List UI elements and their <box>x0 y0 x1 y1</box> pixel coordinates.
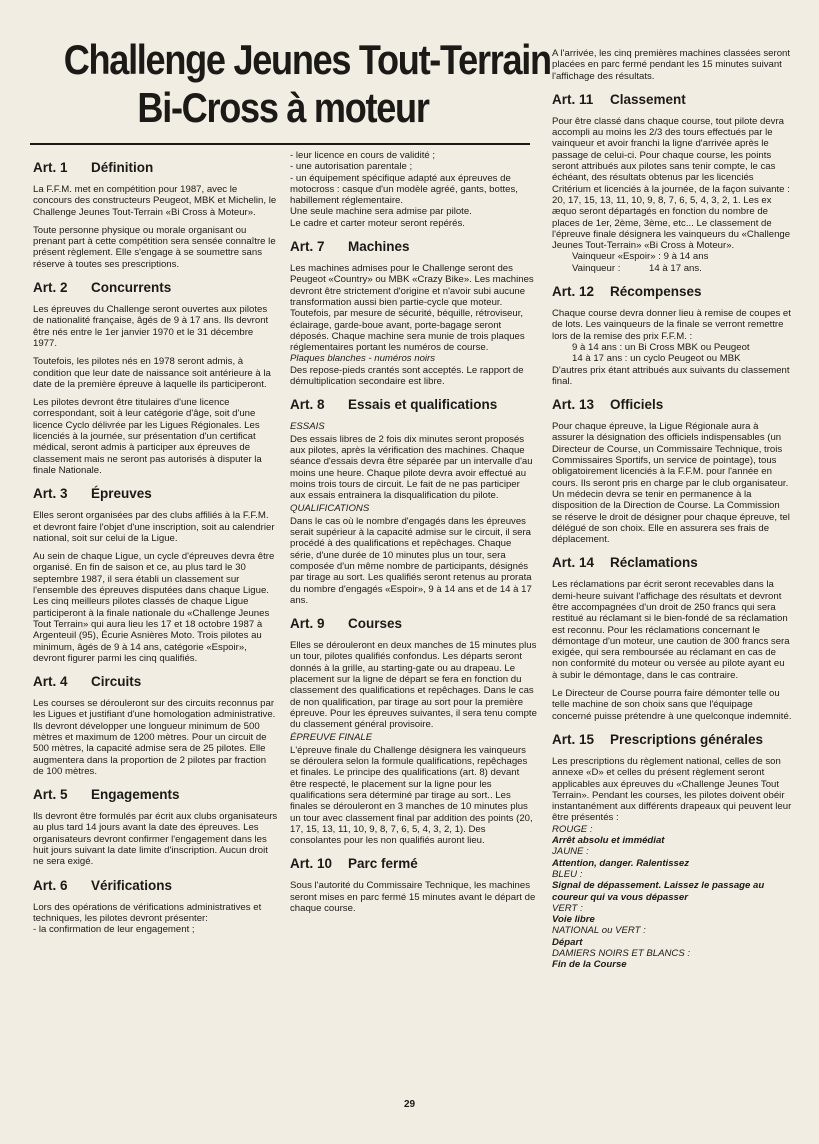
paragraph: Elles seront organisées par des clubs affiliés à la F.F.M. et devront faire l'objet d'une inscription, soit au calendrier national, soit sur celui de la Ligue. <box>33 510 275 544</box>
list-item: - une autorisation parentale ; <box>290 161 413 173</box>
article-number: Art. 7 <box>290 239 325 255</box>
article-name: Vérifications <box>91 877 173 893</box>
flag-meaning: Arrêt absolu et immédiat <box>552 835 665 847</box>
article-number: Art. 2 <box>33 280 68 296</box>
title-line-1: Challenge Jeunes Tout-Terrain <box>63 36 551 83</box>
article-number: Art. 13 <box>552 397 595 413</box>
flag-meaning: Voie libre <box>552 914 595 926</box>
paragraph: Pour être classé dans chaque course, tout pilote devra accompli au moins les 2/3 des tours effectués par le vainqueur et avoir franchi la ligne d'arrivée après le passage de celui-ci. Pour chaque course, les points seront attribués aux pilotes sans tenir compte, le cas échéant, des résultats obtenus par les licenciés Critérium et licenciés à la journée, de la façon suivante : 20, 17, 15, 13, 11, 10, 9, 8, 7, 6, 5, 4, 3, 2, 1. Les ex æquo seront départagés en fonction du nombre de places de 1er, 2ème, 3ème, etc... Le classement de l'épreuve finale désignera les vainqueurs du «Challenge Jeunes Tout-Terrain» «Bi Cross à Moteur». <box>552 115 791 252</box>
article-name: Épreuves <box>91 486 152 502</box>
article-number: Art. 3 <box>33 486 68 502</box>
article-12 <box>552 284 792 387</box>
list-item: Le cadre et carter moteur seront repérés. <box>290 217 465 229</box>
article-number: Art. 8 <box>290 397 325 413</box>
article-4 <box>33 674 278 777</box>
article-1 <box>33 160 278 270</box>
article-name: Parc fermé <box>348 856 418 872</box>
list-item: - un équipement spécifique adapté aux épreuves de motocross : casque d'un modèle agréé, gants, bottes, habillement réglementaire. <box>290 172 518 207</box>
flag-meaning: Fin de la Course <box>552 959 627 971</box>
article-name: Courses <box>348 616 403 632</box>
article-name: Circuits <box>91 674 142 690</box>
subheading: ÉPREUVE FINALE <box>290 732 373 744</box>
article-name: Classement <box>610 91 686 107</box>
title-rule <box>30 143 530 145</box>
article-11 <box>552 92 792 274</box>
paragraph: Toutefois, les pilotes nés en 1978 seront admis, à condition que leur date de naissance soit antérieure à la date de la première épreuve à laquelle ils participeront. <box>33 356 271 390</box>
page-number: 29 <box>403 1099 416 1110</box>
list-item: - leur licence en cours de validité ; <box>290 150 436 161</box>
article-name: Essais et qualifications <box>348 397 498 413</box>
flag-meaning: Signal de dépassement. Laissez le passage au coureur qui va vous dépasser <box>552 880 765 903</box>
article-10-continued: A l'arrivée, les cinq premières machines classées seront placées en parc fermé pendant les 15 minutes suivant l'affichage des résultats. <box>552 48 791 82</box>
paragraph: Toute personne physique ou morale organisant ou prenant part à cette compétition sera sensée connaître le présent règlement. Elle s'engage à se soumettre sans réserve à toutes ses prescriptions. <box>33 224 276 270</box>
column-2 <box>290 150 537 921</box>
article-number: Art. 9 <box>290 616 325 632</box>
winners-list <box>552 251 792 274</box>
article-heading <box>552 284 792 300</box>
article-5 <box>33 787 278 867</box>
paragraph: D'autres prix étant attribués aux suivants du classement final. <box>552 364 790 387</box>
paragraph: Dans le cas où le nombre d'engagés dans les épreuves serait supérieur à la capacité admise sur le circuit, il sera procédé à des qualifications et repêchages. Chaque série, d'une durée de 10 minutes plus un tour, sera composée d'un même nombre de participants, désignés par tirage au sort. Les qualifiés seront retenus au prorata du nombre d'engagés «Espoir», 9 à 14 ans et de 14 à 17 ans. <box>290 515 532 606</box>
article-heading <box>33 486 278 502</box>
list-item: 14 à 17 ans : un cyclo Peugeot ou MBK <box>572 353 741 365</box>
article-number: Art. 10 <box>290 856 333 872</box>
flag-name: JAUNE : <box>552 846 589 858</box>
article-heading <box>33 787 278 803</box>
paragraph: Pour chaque épreuve, la Ligue Régionale aura à assurer la désignation des officiels indispensables (un Directeur de Course, un Commissaire Technique, trois Commissaires Sportifs, un service de pointage), tous obligatoirement licenciés à la F.F.M. pour l'année en cours. Ils seront pris en charge par le club organisateur. Un médecin devra se tenir en permanence à la disposition de la Direction de Course. La Commission se réserve le droit de désigner pour chaque épreuve, tel délégué de son choix. Elle en assurera ses frais de déplacement. <box>552 421 790 546</box>
winner-row <box>572 251 792 262</box>
title-line-2: Bi-Cross à moteur <box>137 84 429 131</box>
paragraph: Sous l'autorité du Commissaire Technique, les machines seront mises en parc fermé 15 minutes avant le départ de chaque course. <box>290 880 536 915</box>
paragraph: Les prescriptions du règlement national, celles de son annexe «D» et celles du présent règlement seront applicables aux épreuves du «Challenge Jeunes Tout Terrain». Pendant les courses, les pilotes doivent obéir instantanément aux différents drapeaux qui peuvent leur être présentés : <box>552 755 792 824</box>
article-heading <box>552 732 792 748</box>
winner-age: 14 à 17 ans. <box>649 262 702 274</box>
article-name: Concurrents <box>91 280 172 296</box>
paragraph: Lors des opérations de vérifications administratives et techniques, les pilotes devront présenter: <box>33 901 262 924</box>
paragraph: Les épreuves du Challenge seront ouvertes aux pilotes de nationalité française, âgés de 9 à 17 ans. Ils devront être nés entre le 1er janvier 1970 et le 31 décembre 1977. <box>33 304 269 349</box>
paragraph: Des repose-pieds crantés sont acceptés. Le rapport de démultiplication secondaire est libre. <box>290 364 524 388</box>
paragraph: Chaque course devra donner lieu à remise de coupes et de lots. Les vainqueurs de la finale se verront remettre lors de la remise des prix F.F.M. : <box>552 308 791 342</box>
flag-name: BLEU : <box>552 868 583 880</box>
article-7 <box>290 239 537 387</box>
article-9 <box>290 616 537 846</box>
list-item: - la confirmation de leur engagement ; <box>33 924 195 936</box>
paragraph: Elles se dérouleront en deux manches de 15 minutes plus un tour, pilotes qualifiés confondus. Les départs seront donnés à la grille, au starting-gate ou au drapeau. Le placement sur la ligne de départ se fera en fonction du classement des qualifications et repêchages. Dans le cas de non qualification, par tirage au sort pour la première épreuve. Pour les épreuves suivantes, il sera tenu compte du classement général provisoire. <box>290 640 537 731</box>
article-10 <box>290 856 537 914</box>
article-heading <box>552 555 792 571</box>
article-heading <box>290 397 537 413</box>
article-number: Art. 11 <box>552 91 594 107</box>
article-heading <box>33 674 278 690</box>
article-number: Art. 4 <box>33 674 68 690</box>
article-13 <box>552 397 792 545</box>
page-title <box>63 36 551 132</box>
column-3 <box>552 48 792 971</box>
article-number: Art. 14 <box>552 555 595 571</box>
flags-list <box>552 824 792 971</box>
article-number: Art. 6 <box>33 877 68 893</box>
article-6-continued <box>290 150 537 229</box>
list-item: 9 à 14 ans : un Bi Cross MBK ou Peugeot <box>572 341 750 353</box>
article-number: Art. 12 <box>552 284 595 300</box>
article-8 <box>290 397 537 606</box>
article-name: Prescriptions générales <box>610 731 764 747</box>
winner-label: Vainqueur : <box>572 262 621 274</box>
flag-meaning: Attention, danger. Ralentissez <box>552 857 690 869</box>
flag-name: NATIONAL ou VERT : <box>552 925 646 937</box>
article-name: Récompenses <box>610 284 702 300</box>
article-name: Officiels <box>610 397 664 413</box>
flag-name: VERT : <box>552 902 583 914</box>
article-3 <box>33 486 278 664</box>
prizes-list <box>552 342 792 365</box>
article-name: Réclamations <box>610 555 698 571</box>
paragraph: Les machines admises pour le Challenge seront des Peugeot «Country» ou MBK «Crazy Bike». Les machines devront être strictement d'origine et n'avoir subi aucune transformation aussi bien partie-cycle que moteur. Toutefois, par mesure de sécurité, béquille, rétroviseur, éclairage, garde-boue avant, porte-bagage seront déposés. Chaque machine sera munie de trois plaques réglementaires portant les numéros de course. <box>290 263 534 354</box>
winner-label: Vainqueur «Espoir» : <box>572 251 661 263</box>
article-heading <box>290 239 537 255</box>
flag-name: DAMIERS NOIRS ET BLANCS : <box>552 948 691 959</box>
winner-age: 9 à 14 ans <box>663 251 709 263</box>
list-item: Une seule machine sera admise par pilote. <box>290 206 472 218</box>
paragraph: La F.F.M. met en compétition pour 1987, avec le concours des constructeurs Peugeot, MBK et Michelin, le Challenge Jeunes Tout-Terrain «Bi Cross à Moteur». <box>33 184 277 218</box>
column-1 <box>33 150 278 936</box>
article-number: Art. 15 <box>552 731 595 747</box>
article-heading <box>552 397 792 413</box>
article-6 <box>33 878 278 936</box>
article-heading <box>290 616 537 632</box>
paragraph: Le Directeur de Course pourra faire démonter telle ou telle machine de son choix sans que l'équipage concerné puisse prétendre à une quelconque indemnité. <box>552 688 792 722</box>
paragraph: Ils devront être formulés par écrit aux clubs organisateurs au plus tard 14 jours avant la date des épreuves. Les organisateurs devront confirmer l'engagement dans les huit jours suivant la date limite d'inscription. Aucun droit ne sera exigé. <box>33 811 278 868</box>
article-heading <box>552 92 792 108</box>
article-number: Art. 5 <box>33 787 68 803</box>
article-heading <box>33 160 278 176</box>
winner-row <box>572 263 792 274</box>
article-2 <box>33 280 278 476</box>
article-heading <box>33 878 278 894</box>
article-name: Machines <box>348 239 410 255</box>
article-15 <box>552 732 792 971</box>
article-14 <box>552 555 792 722</box>
article-heading <box>33 280 278 296</box>
article-name: Engagements <box>91 787 180 803</box>
paragraph: Au sein de chaque Ligue, un cycle d'épreuves devra être organisé. En fin de saison et ce, au plus tard le 30 septembre 1987, il sera établi un classement sur l'ensemble des épreuves disputées dans chaque Ligue. Les cinq meilleurs pilotes classés de chaque Ligue participeront à la finale nationale du «Challenge Jeunes Tout Terrain» qui aura lieu les 17 et 18 octobre 1987 à Argenteuil (95), Écurie Asnières Moto. Trois pilotes au minimum, âgés de 9 à 14 ans, catégorie «Espoir», devront figurer parmi les cinq qualifiés. <box>33 551 275 664</box>
flag-name: ROUGE : <box>552 823 593 835</box>
subheading: ESSAIS <box>290 421 325 433</box>
paragraph: Les réclamations par écrit seront recevables dans la demi-heure suivant l'affichage des résultats et devront être accompagnées d'un droit de 250 francs qui sera restitué au réclamant si le bien-fondé de sa réclamation est reconnu. Pour les réclamations concernant le démontage d'un moteur, une caution de 300 francs sera exigée, qui sera remboursée au réclamant en cas de non conformité du moteur ou versée au pilote ayant eu à subir le démontage, dans le cas contraire. <box>552 579 790 681</box>
article-number: Art. 1 <box>33 160 68 175</box>
paragraph: Les pilotes devront être titulaires d'une licence correspondant, soit à leur catégorie d'âge, soit d'une licence Cyclo délivrée par les Ligues Régionales. Les licenciés à la journée, sur présentation d'un certificat médical, seront admis à participer aux épreuves de classement mais ne seront pas autorisés à disputer la finale Nationale. <box>33 397 262 476</box>
paragraph: Les courses se dérouleront sur des circuits reconnus par les Ligues et justifiant d'une homologation administrative. Ils devront développer une longueur minimum de 500 mètres et maximum de 1200 mètres. Pour un circuit de 500 mètres, la capacité admise sera de 25 pilotes. Elle augmentera dans la proportion de 2 pilotes par fraction de 100 mètres. <box>33 698 276 777</box>
flag-meaning: Départ <box>552 936 583 948</box>
subheading: QUALIFICATIONS <box>290 503 370 515</box>
article-heading <box>290 856 537 872</box>
plates-note: Plaques blanches - numéros noirs <box>290 353 436 365</box>
paragraph: Des essais libres de 2 fois dix minutes seront proposés aux pilotes, après la vérification des machines. Chaque séance d'essais devra être séparée par un intervalle d'au moins une heure. Chaque pilote devra avoir effectué au moins trois tours de circuit. Le fait de ne pas participer aux essais entrainera la disqualification du pilote. <box>290 433 533 502</box>
paragraph: L'épreuve finale du Challenge désignera les vainqueurs se déroulera selon la formule qualifications, repêchages et finales. Le principe des qualifications (art. 8) devant être respecté, le placement sur la ligne pour les qualifications sera déterminé par tirage au sort.. Les finales se dérouleront en 3 manches de 10 minutes plus un tour avec classement final par addition des points (20, 17, 15, 13, 11, 10, 9, 8, 7, 6, 5, 4, 3, 2, 1). Des consolantes pour les non qualifiés auront lieu. <box>290 744 533 847</box>
article-name: Définition <box>91 160 154 175</box>
